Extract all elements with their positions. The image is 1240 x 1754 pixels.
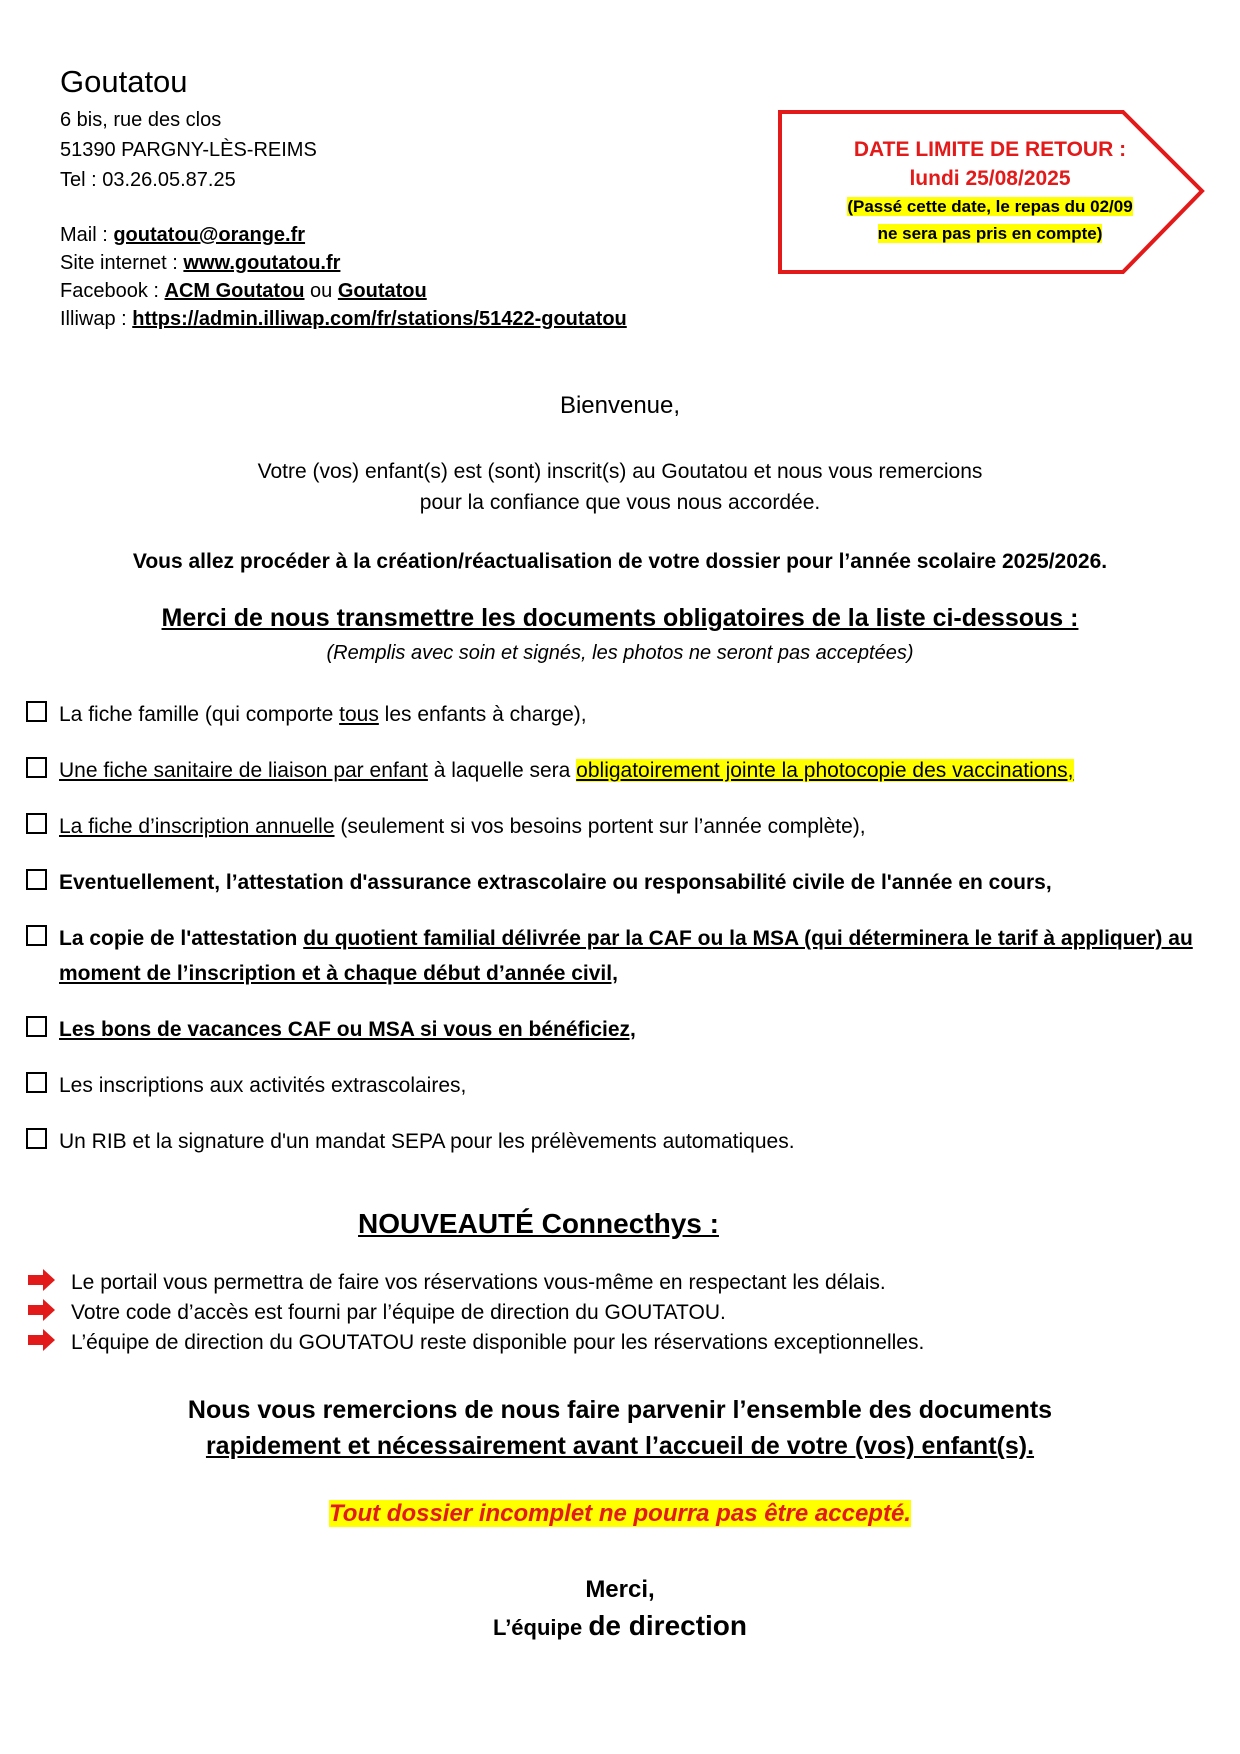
facebook-row: [60, 279, 427, 303]
document-item-fiche-famille: La fiche famille (qui comporte tous les enfants à charge),: [26, 697, 1226, 732]
mail-label: Mail :: [60, 224, 114, 246]
nouveaute-title: NOUVEAUTÉ Connecthys :: [358, 1208, 719, 1239]
closing-line-2: rapidement et nécessairement avant l’accueil de votre (vos) enfant(s).: [205, 1432, 1035, 1460]
checkbox[interactable]: [26, 1128, 47, 1149]
mail-link[interactable]: goutatou@orange.fr: [113, 224, 306, 246]
illiwap-label: Illiwap :: [60, 308, 133, 330]
document-item-rib-sepa: Un RIB et la signature d'un mandat SEPA pour les prélèvements automatiques.: [26, 1124, 1226, 1159]
deadline-box: [790, 135, 1190, 247]
organization-name: Goutatou: [60, 64, 188, 99]
facebook-link-goutatou[interactable]: Goutatou: [337, 280, 427, 302]
website-row: [60, 251, 340, 275]
checkbox[interactable]: [26, 1072, 47, 1093]
intro-text: [0, 456, 1240, 518]
checkbox[interactable]: [26, 757, 47, 778]
intro-line-2: pour la confiance que vous nous accordée.: [419, 491, 821, 514]
facebook-or: ou: [304, 280, 338, 302]
phone: Tel : 03.26.05.87.25: [60, 169, 236, 191]
deadline-date: lundi 25/08/2025: [909, 167, 1071, 190]
documents-subtitle: (Remplis avec soin et signés, les photos ne seront pas acceptées): [326, 642, 914, 664]
warning-text: Tout dossier incomplet ne pourra pas être accepté.: [329, 1500, 911, 1527]
document-item-fiche-sanitaire: Une fiche sanitaire de liaison par enfant à laquelle sera obligatoirement jointe la photocopie des vaccinations,: [26, 753, 1226, 788]
deadline-title: DATE LIMITE DE RETOUR :: [853, 138, 1127, 161]
website-link[interactable]: www.goutatou.fr: [183, 252, 341, 274]
mail-row: [60, 223, 305, 247]
deadline-note-line2: ne sera pas pris en compte): [877, 224, 1103, 243]
red-arrow-icon: [28, 1298, 56, 1322]
illiwap-row: [60, 307, 627, 331]
checkbox[interactable]: [26, 701, 47, 722]
red-arrow-icon: [28, 1268, 56, 1292]
facebook-label: Facebook :: [60, 280, 165, 302]
address-line-1: 6 bis, rue des clos: [60, 109, 222, 131]
facebook-link-acm[interactable]: ACM Goutatou: [164, 280, 305, 302]
signature-team: L’équipe de direction: [492, 1610, 748, 1641]
checkbox[interactable]: [26, 925, 47, 946]
website-label: Site internet :: [60, 252, 184, 274]
document-item-quotient-familial: La copie de l'attestation du quotient familial délivrée par la CAF ou la MSA (qui déterminera le tarif à appliquer) au moment de l’inscription et à chaque début d’année civil,: [26, 921, 1226, 991]
checkbox[interactable]: [26, 1016, 47, 1037]
document-item-activites: Les inscriptions aux activités extrascolaires,: [26, 1068, 1226, 1103]
intro-line-1: Votre (vos) enfant(s) est (sont) inscrit(s) au Goutatou et nous vous remercions: [257, 460, 983, 483]
deadline-note-line1: (Passé cette date, le repas du 02/09: [847, 197, 1133, 216]
document-item-fiche-inscription: La fiche d’inscription annuelle (seulement si vos besoins portent sur l’année complète),: [26, 809, 1226, 844]
checkbox[interactable]: [26, 813, 47, 834]
welcome-heading: Bienvenue,: [559, 392, 681, 419]
merci-text: Merci,: [585, 1576, 655, 1603]
address-line-2: 51390 PARGNY-LÈS-REIMS: [60, 139, 317, 161]
documents-title: Merci de nous transmettre les documents obligatoires de la liste ci-dessous :: [161, 604, 1079, 632]
checkbox[interactable]: [26, 869, 47, 890]
closing-line-1: Nous vous remercions de nous faire parvenir l’ensemble des documents: [187, 1396, 1053, 1424]
procedure-text: Vous allez procéder à la création/réactualisation de votre dossier pour l’année scolaire 2025/2026.: [132, 550, 1108, 573]
document-item-assurance: Eventuellement, l’attestation d'assurance extrascolaire ou responsabilité civile de l'année en cours,: [26, 865, 1226, 900]
red-arrow-icon: [28, 1328, 56, 1352]
closing-message: [0, 1392, 1240, 1464]
illiwap-link[interactable]: https://admin.illiwap.com/fr/stations/51422-goutatou: [132, 308, 627, 330]
document-item-bons-vacances: Les bons de vacances CAF ou MSA si vous en bénéficiez,: [26, 1012, 1226, 1047]
